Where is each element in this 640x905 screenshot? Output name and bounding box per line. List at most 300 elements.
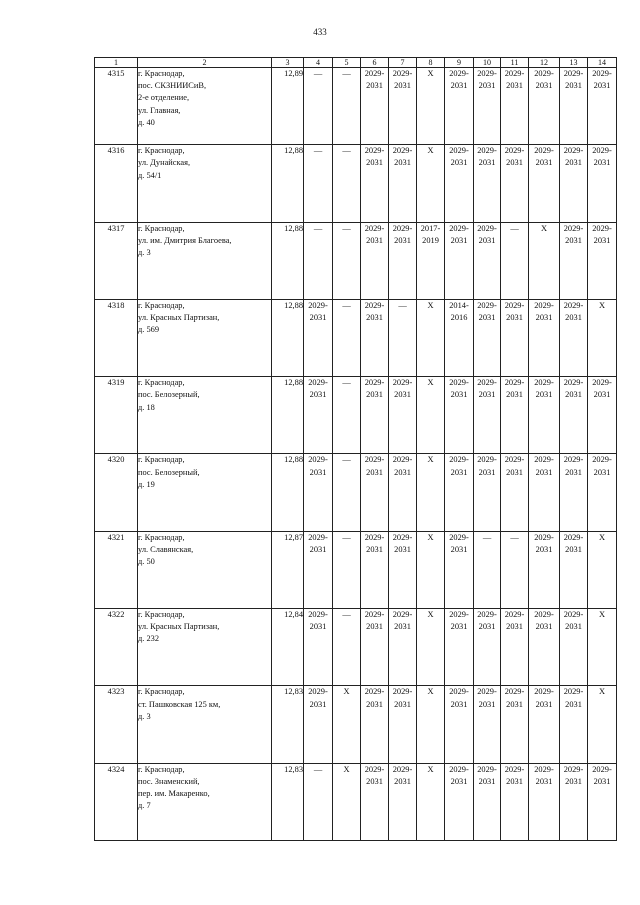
period-text: 2029-: [534, 378, 554, 388]
period-text: X: [343, 764, 350, 774]
column-header: 9: [445, 58, 474, 68]
period-cell: [560, 609, 588, 686]
period-text: 2031: [506, 390, 523, 400]
period-text: 2031: [366, 699, 383, 709]
period-cell: [588, 222, 617, 299]
period-cell: [529, 686, 560, 763]
period-cell: [501, 299, 529, 376]
period-cell: [445, 299, 474, 376]
column-number-row: [95, 58, 617, 68]
period-text: 2029-: [449, 610, 469, 620]
period-cell: [445, 609, 474, 686]
period-cell: [417, 454, 445, 531]
period-cell: [389, 531, 417, 608]
period-text: 2029-: [449, 532, 469, 542]
period-text: 2031: [565, 776, 582, 786]
period-text: 2029-: [364, 687, 385, 697]
period-text: 2029-: [592, 69, 612, 78]
page-number: 433: [313, 27, 327, 37]
column-header: 1: [95, 58, 138, 68]
period-cell: [304, 222, 333, 299]
period-text: 2031: [565, 467, 582, 477]
table-row: [95, 609, 617, 686]
period-text: 2031: [565, 699, 582, 709]
period-text: —: [313, 69, 323, 78]
value-cell: 12,88: [272, 299, 304, 376]
period-text: 2029-: [308, 378, 328, 388]
period-cell: [474, 377, 501, 454]
period-cell: [588, 377, 617, 454]
period-cell: [333, 454, 361, 531]
address-line: г. Краснодар,: [138, 687, 185, 697]
address-line: пос. Белозерный,: [138, 467, 200, 477]
period-text: 2031: [565, 390, 582, 400]
period-text: 2029-: [449, 764, 469, 774]
address-cell: [138, 145, 272, 222]
period-text: —: [510, 532, 519, 542]
value-cell: 12,88: [272, 145, 304, 222]
period-cell: [417, 145, 445, 222]
period-text: 2031: [535, 467, 553, 477]
column-header: 7: [389, 58, 417, 68]
period-cell: [560, 686, 588, 763]
period-cell: [389, 222, 417, 299]
period-text: 2029-: [308, 455, 328, 465]
period-text: 2029-: [364, 610, 385, 620]
period-text: 2029-: [504, 146, 525, 156]
address-line: г. Краснодар,: [138, 69, 185, 78]
value-cell: 12,89: [272, 68, 304, 145]
period-cell: [417, 68, 445, 145]
period-cell: [560, 299, 588, 376]
period-text: 2029-: [534, 610, 554, 620]
period-cell: [417, 686, 445, 763]
period-cell: [560, 454, 588, 531]
row-number: 4322: [95, 609, 138, 686]
period-text: —: [342, 610, 351, 620]
period-cell: [474, 68, 501, 145]
period-text: —: [342, 223, 351, 233]
period-text: 2031: [450, 467, 468, 477]
period-text: 2031: [565, 81, 582, 91]
address-line: д. 54/1: [138, 170, 162, 180]
period-text: 2031: [506, 622, 523, 632]
period-cell: [474, 299, 501, 376]
address-line: д. 569: [138, 325, 160, 335]
period-cell: [304, 686, 333, 763]
address-line: пос. Знаменский,: [138, 776, 200, 786]
period-text: 2031: [309, 313, 327, 323]
period-cell: [560, 222, 588, 299]
period-text: 2031: [478, 699, 496, 709]
period-cell: [361, 377, 389, 454]
period-text: 2029-: [449, 146, 469, 156]
period-text: 2031: [394, 158, 411, 168]
period-cell: [389, 145, 417, 222]
period-cell: [529, 68, 560, 145]
table-row: [95, 454, 617, 531]
address-line: пос. СКЗНИИСиВ,: [138, 81, 207, 91]
period-text: 2029-: [592, 455, 612, 465]
table-row: [95, 686, 617, 763]
period-cell: [304, 454, 333, 531]
period-text: X: [540, 223, 548, 233]
period-cell: [501, 454, 529, 531]
period-cell: [389, 68, 417, 145]
row-number: 4324: [95, 763, 138, 840]
period-text: 2031: [450, 235, 468, 245]
table-header: [95, 58, 617, 68]
period-text: —: [342, 455, 351, 465]
period-text: 2031: [366, 235, 383, 245]
period-text: —: [342, 69, 351, 78]
period-cell: [304, 531, 333, 608]
period-cell: [529, 454, 560, 531]
period-text: 2029-: [392, 223, 413, 233]
period-text: 2029-: [477, 764, 497, 774]
period-text: 2029-: [477, 69, 497, 78]
period-cell: [588, 299, 617, 376]
address-cell: [138, 68, 272, 145]
period-text: X: [427, 687, 434, 697]
period-text: 2029-: [477, 146, 497, 156]
period-cell: [474, 531, 501, 608]
period-cell: [361, 68, 389, 145]
period-text: 2029-: [364, 455, 385, 465]
column-header: 14: [588, 58, 617, 68]
period-cell: [304, 763, 333, 840]
period-cell: [474, 609, 501, 686]
period-cell: [445, 222, 474, 299]
address-line: г. Краснодар,: [138, 223, 185, 233]
address-line: г. Краснодар,: [138, 532, 185, 542]
period-text: X: [598, 300, 606, 310]
period-cell: [304, 609, 333, 686]
period-cell: [333, 686, 361, 763]
value-cell: 12,84: [272, 609, 304, 686]
period-text: 2031: [593, 390, 611, 400]
period-cell: [389, 454, 417, 531]
period-text: X: [427, 146, 434, 156]
period-cell: [474, 454, 501, 531]
address-line: д. 40: [138, 117, 155, 127]
period-text: 2031: [450, 158, 468, 168]
value-cell: 12,88: [272, 454, 304, 531]
period-text: 2031: [565, 544, 582, 554]
period-cell: [361, 222, 389, 299]
period-text: 2031: [565, 622, 582, 632]
table-body: [95, 68, 617, 841]
period-text: 2029-: [364, 300, 385, 310]
period-text: 2029-: [504, 300, 525, 310]
period-text: 2031: [309, 390, 327, 400]
period-text: 2029-: [477, 223, 497, 233]
period-text: 2029-: [504, 378, 525, 388]
period-text: 2031: [366, 467, 383, 477]
period-cell: [361, 609, 389, 686]
period-text: 2016: [450, 313, 468, 323]
period-cell: [588, 763, 617, 840]
address-line: ст. Пашковская 125 км,: [138, 699, 221, 709]
period-text: 2031: [593, 776, 611, 786]
period-text: 2031: [478, 390, 496, 400]
period-text: X: [427, 378, 434, 388]
column-header: 4: [304, 58, 333, 68]
period-text: X: [427, 455, 434, 465]
period-cell: [560, 763, 588, 840]
period-cell: [474, 145, 501, 222]
address-line: д. 50: [138, 557, 155, 567]
period-text: 2029-: [504, 610, 525, 620]
address-line: г. Краснодар,: [138, 378, 185, 388]
period-text: 2031: [450, 544, 468, 554]
period-text: 2031: [565, 158, 582, 168]
period-text: 2029-: [449, 223, 469, 233]
period-text: 2029-: [392, 532, 413, 542]
period-text: —: [510, 223, 519, 233]
address-line: д. 7: [138, 801, 151, 811]
period-text: 2031: [366, 544, 383, 554]
period-text: 2029-: [392, 378, 413, 388]
period-cell: [361, 531, 389, 608]
period-text: X: [427, 300, 434, 310]
table-row: [95, 68, 617, 145]
period-cell: [304, 145, 333, 222]
address-line: д. 3: [138, 247, 151, 257]
period-text: 2031: [450, 776, 468, 786]
address-line: д. 232: [138, 634, 160, 644]
period-text: 2031: [478, 622, 496, 632]
period-text: 2029-: [563, 764, 584, 774]
period-text: 2031: [478, 235, 496, 245]
period-cell: [445, 68, 474, 145]
period-text: 2029-: [534, 455, 554, 465]
period-text: X: [427, 610, 434, 620]
period-text: 2029-: [504, 69, 525, 78]
period-cell: [304, 377, 333, 454]
period-text: 2031: [450, 622, 468, 632]
period-text: 2029-: [392, 146, 413, 156]
period-text: —: [398, 300, 407, 310]
period-cell: [501, 531, 529, 608]
period-text: 2031: [565, 235, 582, 245]
period-cell: [361, 763, 389, 840]
value-cell: 12,83: [272, 763, 304, 840]
period-cell: [529, 531, 560, 608]
period-cell: [361, 454, 389, 531]
period-text: X: [343, 687, 350, 697]
period-cell: [501, 377, 529, 454]
period-cell: [445, 377, 474, 454]
period-text: 2031: [309, 699, 327, 709]
period-cell: [588, 686, 617, 763]
address-line: пос. Белозерный,: [138, 390, 200, 400]
period-text: 2031: [478, 313, 496, 323]
period-text: 2029-: [477, 455, 497, 465]
period-cell: [417, 222, 445, 299]
period-cell: [501, 763, 529, 840]
period-text: 2031: [366, 622, 383, 632]
period-cell: [501, 686, 529, 763]
period-cell: [588, 68, 617, 145]
period-text: 2029-: [392, 764, 413, 774]
period-text: 2029-: [592, 378, 612, 388]
period-text: 2031: [366, 158, 383, 168]
period-text: 2031: [394, 699, 411, 709]
address-cell: [138, 299, 272, 376]
period-text: 2029-: [364, 69, 385, 78]
period-text: 2029-: [563, 223, 584, 233]
period-text: 2029-: [392, 687, 413, 697]
table-row: [95, 145, 617, 222]
period-text: 2029-: [449, 455, 469, 465]
period-cell: [445, 454, 474, 531]
period-cell: [560, 68, 588, 145]
value-cell: 12,83: [272, 686, 304, 763]
period-text: 2029-: [364, 223, 385, 233]
period-text: 2029-: [308, 300, 328, 310]
period-text: —: [313, 764, 323, 774]
period-text: 2031: [593, 235, 611, 245]
address-line: д. 19: [138, 479, 155, 489]
column-header: 2: [138, 58, 272, 68]
period-cell: [417, 377, 445, 454]
period-cell: [588, 609, 617, 686]
table-row: [95, 377, 617, 454]
column-header: 10: [474, 58, 501, 68]
period-text: 2029-: [563, 146, 584, 156]
period-text: 2031: [506, 81, 523, 91]
period-text: 2031: [309, 467, 327, 477]
period-cell: [474, 686, 501, 763]
row-number: 4321: [95, 531, 138, 608]
period-text: 2031: [478, 776, 496, 786]
row-number: 4323: [95, 686, 138, 763]
address-line: ул. Главная,: [138, 105, 181, 115]
row-number: 4320: [95, 454, 138, 531]
period-text: 2031: [535, 776, 553, 786]
period-text: 2029-: [308, 687, 328, 697]
period-cell: [560, 377, 588, 454]
period-cell: [333, 763, 361, 840]
period-cell: [361, 299, 389, 376]
period-cell: [529, 377, 560, 454]
period-text: 2029-: [392, 455, 413, 465]
period-text: X: [598, 610, 606, 620]
period-text: 2029-: [592, 223, 612, 233]
period-text: 2031: [535, 544, 553, 554]
period-cell: [529, 763, 560, 840]
address-cell: [138, 377, 272, 454]
period-text: 2031: [535, 81, 553, 91]
column-header: 11: [501, 58, 529, 68]
period-cell: [588, 531, 617, 608]
period-text: 2029-: [477, 300, 497, 310]
period-cell: [417, 609, 445, 686]
address-line: ул. Красных Партизан,: [138, 313, 220, 323]
table-row: [95, 222, 617, 299]
period-text: 2029-: [592, 146, 612, 156]
period-text: 2029-: [563, 378, 584, 388]
table-row: [95, 763, 617, 840]
period-text: 2029-: [308, 532, 328, 542]
period-cell: [560, 531, 588, 608]
period-cell: [361, 686, 389, 763]
row-number: 4319: [95, 377, 138, 454]
period-cell: [333, 609, 361, 686]
period-text: 2029-: [534, 764, 554, 774]
period-cell: [333, 299, 361, 376]
row-number: 4315: [95, 68, 138, 145]
period-cell: [529, 299, 560, 376]
period-text: —: [342, 146, 351, 156]
period-text: 2029-: [477, 378, 497, 388]
period-cell: [333, 531, 361, 608]
period-text: 2031: [478, 158, 496, 168]
period-text: X: [427, 764, 434, 774]
period-text: 2029-: [592, 764, 612, 774]
period-text: 2029-: [364, 378, 385, 388]
period-text: X: [427, 69, 434, 78]
period-cell: [417, 299, 445, 376]
column-header: 8: [417, 58, 445, 68]
period-text: 2031: [366, 390, 383, 400]
period-text: 2031: [366, 313, 383, 323]
period-text: 2029-: [477, 610, 497, 620]
period-text: 2031: [309, 622, 327, 632]
period-text: —: [342, 300, 351, 310]
period-text: 2031: [478, 467, 496, 477]
address-line: ул. Красных Партизан,: [138, 622, 220, 632]
period-cell: [445, 763, 474, 840]
period-cell: [333, 145, 361, 222]
period-text: X: [427, 532, 434, 542]
period-text: 2031: [506, 699, 523, 709]
period-text: 2029-: [449, 378, 469, 388]
period-cell: [304, 299, 333, 376]
period-text: 2031: [450, 699, 468, 709]
period-text: 2031: [593, 158, 611, 168]
period-cell: [417, 531, 445, 608]
period-text: 2029-: [563, 687, 584, 697]
period-cell: [445, 531, 474, 608]
value-cell: 12,88: [272, 377, 304, 454]
address-cell: [138, 531, 272, 608]
period-text: 2029-: [308, 610, 328, 620]
period-text: 2031: [535, 699, 553, 709]
period-text: 2014-: [449, 300, 469, 310]
period-text: 2029-: [534, 300, 554, 310]
period-text: X: [598, 532, 606, 542]
period-text: 2031: [366, 776, 383, 786]
period-text: 2019: [422, 235, 439, 245]
period-cell: [474, 222, 501, 299]
column-header: 5: [333, 58, 361, 68]
period-text: 2029-: [534, 532, 554, 542]
address-line: ул. Славянская,: [138, 544, 194, 554]
period-text: 2029-: [392, 610, 413, 620]
address-line: 2-е отделение,: [138, 93, 190, 103]
period-text: 2031: [394, 81, 411, 91]
period-text: 2017-: [420, 223, 441, 233]
address-cell: [138, 686, 272, 763]
address-line: г. Краснодар,: [138, 300, 185, 310]
column-header: 13: [560, 58, 588, 68]
period-cell: [389, 299, 417, 376]
period-cell: [501, 68, 529, 145]
period-text: 2031: [506, 313, 523, 323]
period-text: 2031: [394, 390, 411, 400]
